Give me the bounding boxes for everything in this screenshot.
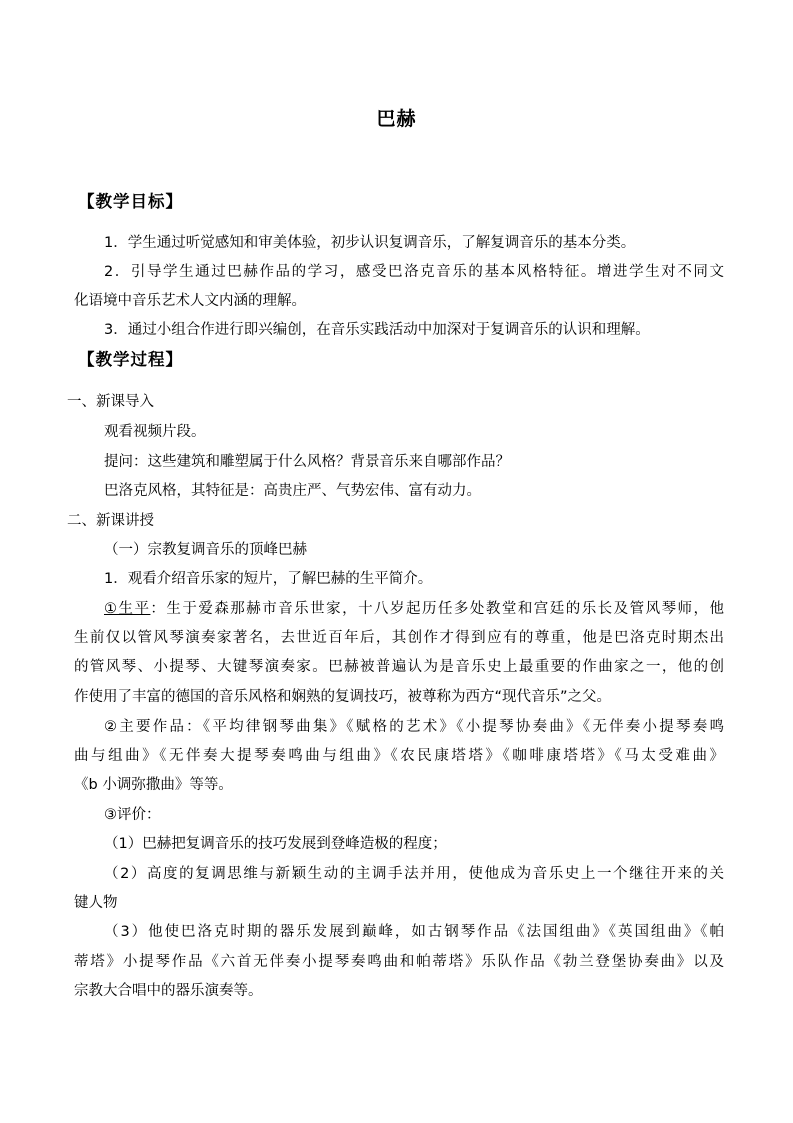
bio-label: ①生平 [104, 601, 151, 617]
part1-line-2: 提问：这些建筑和雕塑属于什么风格？背景音乐来自哪部作品？ [104, 454, 510, 470]
sub1-heading: （一）宗教复调音乐的顶峰巴赫 [104, 542, 307, 558]
document-title: 巴赫 [376, 108, 417, 130]
eval-2: （2）高度的复调思维与新颖生动的主调手法并用，使他成为音乐史上一个继往开来的关 [104, 866, 724, 882]
part1-line-3: 巴洛克风格，其特征是：高贵庄严、气势宏伟、富有动力。 [104, 483, 481, 499]
bio-line-4: 作使用了丰富的德国的音乐风格和娴熟的复调技巧，被尊称为西方“现代音乐”之父。 [74, 689, 612, 705]
bio-line-2: 生前仅以管风琴演奏家著名，去世近百年后，其创作才得到应有的尊重，他是巴洛克时期杰出 [74, 630, 724, 646]
works-line-3: 《b 小调弥撒曲》等等。 [74, 777, 233, 793]
part1-heading: 一、新课导入 [67, 394, 154, 410]
eval-2-continued: 键人物 [74, 895, 118, 911]
eval-heading: ③评价： [104, 807, 161, 823]
eval-1: （1）巴赫把复调音乐的技巧发展到登峰造极的程度； [104, 836, 447, 852]
part2-heading: 二、新课讲授 [67, 513, 154, 529]
goal-2: 2．引导学生通过巴赫作品的学习，感受巴洛克音乐的基本风格特征。增进学生对不同文 [104, 264, 724, 280]
bio-line-1 [104, 599, 724, 619]
goal-2-continued: 化语境中音乐艺术人文内涵的理解。 [74, 293, 306, 309]
works-line-1: ②主要作品：《平均律钢琴曲集》《赋格的艺术》《小提琴协奏曲》《无伴奏小提琴奏鸣 [104, 719, 724, 735]
eval-3-continued: 蒂塔》小提琴作品《六首无伴奏小提琴奏鸣曲和帕蒂塔》乐队作品《勃兰登堡协奏曲》以及 [74, 954, 724, 970]
item-1: 1．观看介绍音乐家的短片，了解巴赫的生平简介。 [104, 571, 433, 587]
section-heading-goals: 【教学目标】 [78, 192, 183, 211]
eval-3: （3）他使巴洛克时期的器乐发展到巅峰，如古钢琴作品《法国组曲》《英国组曲》《帕 [104, 924, 724, 940]
part1-line-1: 观看视频片段。 [104, 424, 206, 440]
eval-3-end: 宗教大合唱中的器乐演奏等。 [74, 983, 263, 999]
bio-text: ：生于爱森那赫市音乐世家，十八岁起历任多处教堂和宫廷的乐长及管风琴师，他 [150, 601, 724, 617]
works-line-2: 曲与组曲》《无伴奏大提琴奏鸣曲与组曲》《农民康塔塔》《咖啡康塔塔》《马太受难曲》 [74, 748, 724, 764]
section-heading-process: 【教学过程】 [78, 350, 183, 369]
goal-1: 1．学生通过听觉感知和审美体验，初步认识复调音乐，了解复调音乐的基本分类。 [104, 235, 636, 251]
goal-3: 3．通过小组合作进行即兴编创，在音乐实践活动中加深对于复调音乐的认识和理解。 [104, 322, 650, 338]
bio-line-3: 的管风琴、小提琴、大键琴演奏家。巴赫被普遍认为是音乐史上最重要的作曲家之一，他的创 [74, 659, 724, 675]
